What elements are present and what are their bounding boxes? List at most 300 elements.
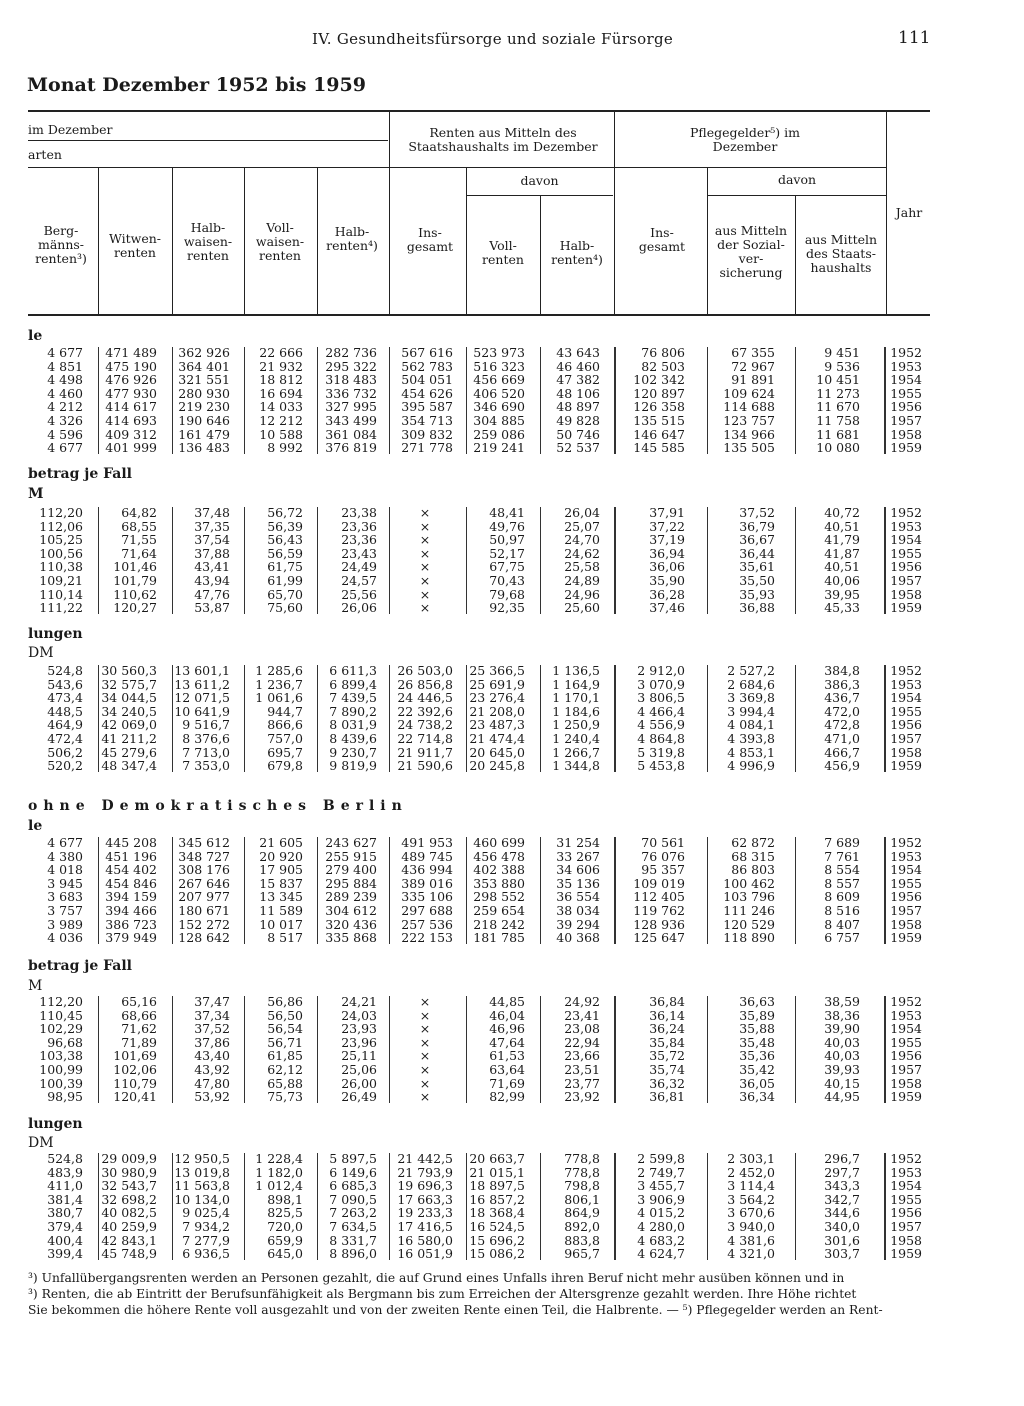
cell-insgesamt-renten: × — [419, 600, 431, 616]
cell-vollrenten: 21 208,0 — [469, 703, 525, 719]
table-row — [0, 836, 1024, 849]
table-row — [0, 601, 1024, 614]
cell-vollwaisenrenten: 16 694 — [259, 385, 303, 401]
cell-pflege-sozialversicherung: 67 355 — [731, 345, 775, 360]
table-row — [0, 1247, 1024, 1260]
cell-witwenrenten: 386 723 — [105, 916, 157, 932]
cell-halbrenten-staat: 39 294 — [556, 916, 600, 932]
cell-bergmannsrenten: 506,2 — [47, 744, 83, 760]
cell-pflege-staatshaushalt: 11 670 — [816, 399, 860, 415]
cell-halbwaisenrenten: 219 230 — [178, 399, 230, 415]
cell-halbrenten: 23,36 — [341, 518, 377, 534]
cell-jahr: 1955 — [890, 1191, 922, 1207]
cell-pflege-staatshaushalt: 466,7 — [824, 744, 860, 760]
table-row — [0, 691, 1024, 704]
cell-witwenrenten: 101,69 — [113, 1048, 157, 1064]
page-number: 111 — [898, 28, 931, 48]
table-row — [0, 1022, 1024, 1035]
cell-pflege-staatshaushalt: 40,03 — [824, 1048, 860, 1064]
cell-vollrenten: 71,69 — [489, 1075, 525, 1091]
cell-vollrenten: 23 487,3 — [469, 717, 525, 733]
cell-bergmannsrenten: 100,99 — [39, 1062, 83, 1077]
cell-vollrenten: 23 276,4 — [469, 690, 525, 706]
cell-jahr: 1959 — [890, 758, 922, 774]
cell-witwenrenten: 120,41 — [113, 1089, 157, 1105]
cell-witwenrenten: 394 466 — [105, 903, 157, 918]
hdr-vrule — [466, 168, 467, 314]
cell-insgesamt-pflege: 4 015,2 — [637, 1205, 685, 1221]
cell-pflege-staatshaushalt: 40,06 — [824, 573, 860, 588]
cell-halbrenten: 8 896,0 — [329, 1246, 377, 1262]
cell-halbrenten: 243 627 — [325, 835, 377, 850]
cell-insgesamt-renten: 24 446,5 — [397, 690, 453, 706]
cell-jahr: 1954 — [890, 1178, 922, 1194]
cell-vollrenten: 15 696,2 — [469, 1232, 525, 1248]
cell-insgesamt-renten: × — [419, 1089, 431, 1105]
cell-jahr: 1958 — [890, 1232, 922, 1248]
cell-halbrenten-staat: 47 382 — [556, 372, 600, 388]
cell-vollwaisenrenten: 17 905 — [259, 862, 303, 878]
cell-halbrenten: 376 819 — [325, 440, 377, 456]
cell-insgesamt-renten: 309 832 — [401, 426, 453, 442]
cell-vollrenten: 304 885 — [473, 413, 525, 428]
cell-witwenrenten: 34 044,5 — [101, 690, 157, 706]
cell-insgesamt-renten: 271 778 — [401, 440, 453, 456]
cell-jahr: 1959 — [890, 1246, 922, 1262]
cell-witwenrenten: 471 489 — [105, 345, 157, 360]
cell-pflege-staatshaushalt: 6 757 — [824, 930, 860, 946]
cell-halbrenten-staat: 798,8 — [564, 1178, 600, 1194]
cell-halbwaisenrenten: 6 936,5 — [182, 1246, 230, 1262]
cell-pflege-staatshaushalt: 38,59 — [824, 994, 860, 1009]
cell-pflege-sozialversicherung: 4 853,1 — [727, 744, 775, 760]
cell-halbwaisenrenten: 13 601,1 — [174, 663, 230, 678]
table-row — [0, 373, 1024, 386]
cell-halbwaisenrenten: 47,76 — [194, 586, 230, 602]
cell-jahr: 1952 — [890, 345, 922, 360]
cell-insgesamt-renten: 504 051 — [401, 372, 453, 388]
cell-halbrenten-staat: 25,07 — [564, 518, 600, 534]
cell-insgesamt-renten: 335 106 — [401, 889, 453, 905]
cell-halbrenten: 343 499 — [325, 413, 377, 428]
hdr-vrule — [795, 195, 796, 314]
cell-pflege-staatshaushalt: 38,36 — [824, 1007, 860, 1023]
cell-jahr: 1954 — [890, 1021, 922, 1037]
cell-halbrenten-staat: 23,77 — [564, 1075, 600, 1091]
cell-halbrenten: 24,49 — [341, 559, 377, 575]
table-row — [0, 1152, 1024, 1165]
cell-insgesamt-renten: 257 536 — [401, 916, 453, 932]
cell-halbrenten-staat: 23,41 — [564, 1007, 600, 1023]
cell-pflege-sozialversicherung: 114 688 — [723, 399, 775, 415]
cell-halbrenten-staat: 1 344,8 — [552, 758, 600, 774]
cell-insgesamt-pflege: 125 647 — [633, 930, 685, 946]
cell-vollwaisenrenten: 75,73 — [267, 1089, 303, 1105]
cell-bergmannsrenten: 112,20 — [39, 994, 83, 1009]
cell-halbrenten-staat: 52 537 — [556, 440, 600, 456]
cell-halbrenten: 6 685,3 — [329, 1178, 377, 1194]
cell-pflege-sozialversicherung: 134 966 — [723, 426, 775, 442]
cell-jahr: 1955 — [890, 703, 922, 719]
cell-halbrenten: 23,38 — [341, 505, 377, 520]
cell-pflege-sozialversicherung: 4 393,8 — [727, 731, 775, 746]
cell-vollwaisenrenten: 1 285,6 — [255, 663, 303, 678]
cell-witwenrenten: 30 980,9 — [101, 1164, 157, 1180]
cell-vollrenten: 16 857,2 — [469, 1191, 525, 1207]
cell-vollrenten: 49,76 — [489, 518, 525, 534]
cell-vollrenten: 406 520 — [473, 385, 525, 401]
cell-pflege-staatshaushalt: 472,8 — [824, 717, 860, 733]
cell-insgesamt-pflege: 120 897 — [633, 385, 685, 401]
cell-insgesamt-pflege: 4 556,9 — [637, 717, 685, 733]
cell-pflege-sozialversicherung: 103 796 — [723, 889, 775, 905]
cell-pflege-sozialversicherung: 3 940,0 — [727, 1219, 775, 1234]
cell-insgesamt-pflege: 3 806,5 — [637, 690, 685, 706]
cell-vollwaisenrenten: 10 017 — [259, 916, 303, 932]
table-row — [0, 387, 1024, 400]
cell-witwenrenten: 40 259,9 — [101, 1219, 157, 1234]
cell-insgesamt-pflege: 112 405 — [633, 889, 685, 905]
cell-halbrenten: 335 868 — [325, 930, 377, 946]
cell-halbrenten-staat: 24,62 — [564, 545, 600, 561]
cell-vollrenten: 82,99 — [489, 1089, 525, 1105]
cell-pflege-staatshaushalt: 8 407 — [824, 916, 860, 932]
cell-vollwaisenrenten: 21 605 — [259, 835, 303, 850]
table-row — [0, 506, 1024, 519]
hdr-vrule — [389, 112, 390, 314]
cell-halbwaisenrenten: 280 930 — [178, 385, 230, 401]
cell-insgesamt-pflege: 36,94 — [649, 545, 685, 561]
cell-halbrenten: 25,06 — [341, 1062, 377, 1077]
cell-halbrenten: 318 483 — [325, 372, 377, 388]
cell-pflege-staatshaushalt: 456,9 — [824, 758, 860, 774]
cell-witwenrenten: 379 949 — [105, 930, 157, 946]
cell-vollrenten: 21 015,1 — [469, 1164, 525, 1180]
cell-halbrenten-staat: 864,9 — [564, 1205, 600, 1221]
cell-halbrenten: 7 090,5 — [329, 1191, 377, 1207]
cell-jahr: 1953 — [890, 1007, 922, 1023]
cell-vollrenten: 79,68 — [489, 586, 525, 602]
cell-pflege-staatshaushalt: 11 758 — [816, 413, 860, 428]
cell-pflege-sozialversicherung: 3 114,4 — [727, 1178, 775, 1194]
cell-bergmannsrenten: 4 677 — [47, 440, 83, 456]
cell-bergmannsrenten: 472,4 — [47, 731, 83, 746]
cell-vollrenten: 25 366,5 — [469, 663, 525, 678]
cell-jahr: 1958 — [890, 426, 922, 442]
cell-insgesamt-renten: 454 626 — [401, 385, 453, 401]
cell-vollrenten: 21 474,4 — [469, 731, 525, 746]
cell-jahr: 1957 — [890, 413, 922, 428]
table-row — [0, 904, 1024, 917]
cell-jahr: 1953 — [890, 676, 922, 692]
cell-witwenrenten: 454 846 — [105, 875, 157, 891]
cell-insgesamt-renten: 22 392,6 — [397, 703, 453, 719]
cell-jahr: 1959 — [890, 1089, 922, 1105]
cell-halbwaisenrenten: 9 516,7 — [182, 717, 230, 733]
cell-halbrenten-staat: 1 240,4 — [552, 731, 600, 746]
table-row — [0, 918, 1024, 931]
cell-witwenrenten: 110,79 — [113, 1075, 157, 1091]
cell-bergmannsrenten: 4 677 — [47, 345, 83, 360]
cell-pflege-staatshaushalt: 303,7 — [824, 1246, 860, 1262]
cell-bergmannsrenten: 109,21 — [39, 573, 83, 588]
cell-pflege-sozialversicherung: 36,05 — [739, 1075, 775, 1091]
cell-insgesamt-pflege: 2 912,0 — [637, 663, 685, 678]
cell-vollrenten: 61,53 — [489, 1048, 525, 1064]
cell-pflege-sozialversicherung: 3 564,2 — [727, 1191, 775, 1207]
cell-witwenrenten: 34 240,5 — [101, 703, 157, 719]
table-row — [0, 346, 1024, 359]
cell-vollwaisenrenten: 56,54 — [267, 1021, 303, 1037]
cell-vollwaisenrenten: 75,60 — [267, 600, 303, 616]
cell-insgesamt-pflege: 35,74 — [649, 1062, 685, 1077]
cell-insgesamt-pflege: 76 806 — [641, 345, 685, 360]
cell-vollrenten: 346 690 — [473, 399, 525, 415]
cell-bergmannsrenten: 473,4 — [47, 690, 83, 706]
cell-insgesamt-renten: 354 713 — [401, 413, 453, 428]
cell-insgesamt-pflege: 126 358 — [633, 399, 685, 415]
cell-insgesamt-renten: 16 580,0 — [397, 1232, 453, 1248]
cell-pflege-staatshaushalt: 297,7 — [824, 1164, 860, 1180]
cell-halbwaisenrenten: 136 483 — [178, 440, 230, 456]
cell-halbrenten-staat: 23,51 — [564, 1062, 600, 1077]
cell-jahr: 1953 — [890, 848, 922, 864]
cell-jahr: 1952 — [890, 994, 922, 1009]
cell-halbrenten-staat: 38 034 — [556, 903, 600, 918]
cell-witwenrenten: 71,64 — [121, 545, 157, 561]
cell-halbwaisenrenten: 321 551 — [178, 372, 230, 388]
hdr-vrule — [707, 168, 708, 314]
cell-vollrenten: 20 245,8 — [469, 758, 525, 774]
cell-vollwaisenrenten: 944,7 — [267, 703, 303, 719]
cell-witwenrenten: 32 575,7 — [101, 676, 157, 692]
cell-pflege-sozialversicherung: 2 684,6 — [727, 676, 775, 692]
cell-insgesamt-pflege: 5 453,8 — [637, 758, 685, 774]
cell-witwenrenten: 120,27 — [113, 600, 157, 616]
cell-halbwaisenrenten: 37,86 — [194, 1034, 230, 1050]
cell-witwenrenten: 414 617 — [105, 399, 157, 415]
table-row — [0, 759, 1024, 772]
section-unit-dm: DM — [28, 645, 54, 661]
cell-pflege-staatshaushalt: 301,6 — [824, 1232, 860, 1248]
cell-insgesamt-renten: × — [419, 1034, 431, 1050]
cell-jahr: 1959 — [890, 600, 922, 616]
table-row — [0, 1009, 1024, 1022]
cell-halbrenten-staat: 22,94 — [564, 1034, 600, 1050]
col-header-witwenrenten: Witwen-renten — [108, 231, 162, 260]
cell-jahr: 1957 — [890, 1219, 922, 1234]
table-row — [0, 705, 1024, 718]
cell-pflege-staatshaushalt: 8 516 — [824, 903, 860, 918]
cell-witwenrenten: 68,55 — [121, 518, 157, 534]
cell-witwenrenten: 394 159 — [105, 889, 157, 905]
cell-insgesamt-pflege: 35,90 — [649, 573, 685, 588]
cell-jahr: 1958 — [890, 1075, 922, 1091]
cell-witwenrenten: 48 347,4 — [101, 758, 157, 774]
cell-witwenrenten: 102,06 — [113, 1062, 157, 1077]
cell-halbwaisenrenten: 13 611,2 — [174, 676, 230, 692]
cell-vollrenten: 516 323 — [473, 358, 525, 374]
cell-pflege-sozialversicherung: 36,34 — [739, 1089, 775, 1105]
table-row — [0, 1220, 1024, 1233]
cell-pflege-sozialversicherung: 35,42 — [739, 1062, 775, 1077]
cell-vollwaisenrenten: 13 345 — [259, 889, 303, 905]
cell-halbwaisenrenten: 267 646 — [178, 875, 230, 891]
cell-vollwaisenrenten: 56,72 — [267, 505, 303, 520]
table-row — [0, 664, 1024, 677]
cell-pflege-sozialversicherung: 91 891 — [731, 372, 775, 388]
cell-halbrenten-staat: 23,08 — [564, 1021, 600, 1037]
table-row — [0, 1206, 1024, 1219]
cell-vollwaisenrenten: 757,0 — [267, 731, 303, 746]
cell-jahr: 1955 — [890, 545, 922, 561]
col-header-aus-mitteln-staatshaushalt: aus Mitteln des Staats-haushalts — [804, 232, 878, 275]
cell-vollwaisenrenten: 56,39 — [267, 518, 303, 534]
cell-witwenrenten: 409 312 — [105, 426, 157, 442]
cell-insgesamt-pflege: 70 561 — [641, 835, 685, 850]
cell-witwenrenten: 64,82 — [121, 505, 157, 520]
cell-bergmannsrenten: 4 036 — [47, 930, 83, 946]
cell-pflege-sozialversicherung: 68 315 — [731, 848, 775, 864]
cell-halbwaisenrenten: 53,87 — [194, 600, 230, 616]
cell-insgesamt-pflege: 135 515 — [633, 413, 685, 428]
cell-halbwaisenrenten: 345 612 — [178, 835, 230, 850]
cell-jahr: 1954 — [890, 532, 922, 548]
section-label-zahlungen: lungen — [28, 626, 83, 642]
cell-bergmannsrenten: 3 683 — [47, 889, 83, 905]
table-row — [0, 588, 1024, 601]
cell-insgesamt-renten: 21 590,6 — [397, 758, 453, 774]
cell-bergmannsrenten: 112,20 — [39, 505, 83, 520]
cell-insgesamt-renten: × — [419, 559, 431, 575]
cell-vollrenten: 46,96 — [489, 1021, 525, 1037]
cell-jahr: 1952 — [890, 835, 922, 850]
cell-jahr: 1957 — [890, 903, 922, 918]
cell-halbrenten: 289 239 — [325, 889, 377, 905]
cell-insgesamt-renten: 21 911,7 — [397, 744, 453, 760]
cell-halbrenten-staat: 24,89 — [564, 573, 600, 588]
cell-halbwaisenrenten: 9 025,4 — [182, 1205, 230, 1221]
cell-insgesamt-renten: × — [419, 586, 431, 602]
cell-vollwaisenrenten: 62,12 — [267, 1062, 303, 1077]
cell-pflege-staatshaushalt: 11 273 — [816, 385, 860, 401]
cell-insgesamt-pflege: 3 070,9 — [637, 676, 685, 692]
cell-pflege-staatshaushalt: 296,7 — [824, 1151, 860, 1166]
cell-halbwaisenrenten: 43,92 — [194, 1062, 230, 1077]
cell-halbrenten-staat: 1 184,6 — [552, 703, 600, 719]
cell-halbrenten-staat: 26,04 — [564, 505, 600, 520]
table-row — [0, 1166, 1024, 1179]
cell-vollwaisenrenten: 65,88 — [267, 1075, 303, 1091]
cell-vollwaisenrenten: 825,5 — [267, 1205, 303, 1221]
cell-halbwaisenrenten: 7 934,2 — [182, 1219, 230, 1234]
cell-halbrenten: 8 031,9 — [329, 717, 377, 733]
cell-bergmannsrenten: 4 498 — [47, 372, 83, 388]
cell-insgesamt-pflege: 36,32 — [649, 1075, 685, 1091]
cell-pflege-sozialversicherung: 86 803 — [731, 862, 775, 878]
cell-halbrenten: 26,06 — [341, 600, 377, 616]
cell-jahr: 1959 — [890, 930, 922, 946]
cell-vollwaisenrenten: 20 920 — [259, 848, 303, 864]
table-row — [0, 1077, 1024, 1090]
cell-insgesamt-renten: × — [419, 518, 431, 534]
cell-halbwaisenrenten: 13 019,8 — [174, 1164, 230, 1180]
cell-halbwaisenrenten: 43,94 — [194, 573, 230, 588]
cell-halbrenten-staat: 35 136 — [556, 875, 600, 891]
cell-insgesamt-pflege: 35,84 — [649, 1034, 685, 1050]
table-row — [0, 547, 1024, 560]
cell-halbrenten-staat: 23,92 — [564, 1089, 600, 1105]
cell-pflege-staatshaushalt: 41,79 — [824, 532, 860, 548]
cell-halbwaisenrenten: 37,48 — [194, 505, 230, 520]
cell-vollwaisenrenten: 10 588 — [259, 426, 303, 442]
cell-vollrenten: 46,04 — [489, 1007, 525, 1023]
cell-jahr: 1957 — [890, 1062, 922, 1077]
cell-pflege-staatshaushalt: 9 536 — [824, 358, 860, 374]
cell-halbrenten-staat: 25,60 — [564, 600, 600, 616]
cell-pflege-sozialversicherung: 35,89 — [739, 1007, 775, 1023]
cell-jahr: 1958 — [890, 916, 922, 932]
cell-bergmannsrenten: 411,0 — [47, 1178, 83, 1194]
cell-witwenrenten: 45 748,9 — [101, 1246, 157, 1262]
cell-halbwaisenrenten: 10 134,0 — [174, 1191, 230, 1207]
cell-vollrenten: 50,97 — [489, 532, 525, 548]
cell-halbrenten: 9 819,9 — [329, 758, 377, 774]
cell-insgesamt-renten: × — [419, 545, 431, 561]
cell-vollwaisenrenten: 61,99 — [267, 573, 303, 588]
cell-halbrenten: 8 439,6 — [329, 731, 377, 746]
cell-witwenrenten: 451 196 — [105, 848, 157, 864]
table-row — [0, 1193, 1024, 1206]
cell-pflege-sozialversicherung: 135 505 — [723, 440, 775, 456]
hdr-vrule — [886, 112, 887, 314]
header-pflege-davon: davon — [777, 172, 817, 187]
cell-vollrenten: 259 654 — [473, 903, 525, 918]
cell-insgesamt-pflege: 128 936 — [633, 916, 685, 932]
cell-vollwaisenrenten: 56,86 — [267, 994, 303, 1009]
cell-halbrenten-staat: 50 746 — [556, 426, 600, 442]
cell-insgesamt-pflege: 2 599,8 — [637, 1151, 685, 1166]
cell-jahr: 1959 — [890, 440, 922, 456]
cell-pflege-sozialversicherung: 36,63 — [739, 994, 775, 1009]
cell-vollwaisenrenten: 659,9 — [267, 1232, 303, 1248]
section-label-faelle-2: le — [28, 818, 43, 834]
cell-bergmannsrenten: 100,39 — [39, 1075, 83, 1091]
cell-insgesamt-pflege: 4 864,8 — [637, 731, 685, 746]
cell-pflege-sozialversicherung: 4 381,6 — [727, 1232, 775, 1248]
header-arten: arten — [28, 147, 62, 162]
cell-insgesamt-renten: × — [419, 1062, 431, 1077]
cell-vollrenten: 48,41 — [489, 505, 525, 520]
cell-jahr: 1955 — [890, 1034, 922, 1050]
cell-vollrenten: 70,43 — [489, 573, 525, 588]
cell-bergmannsrenten: 524,8 — [47, 663, 83, 678]
table-row — [0, 890, 1024, 903]
cell-insgesamt-pflege: 95 357 — [641, 862, 685, 878]
cell-insgesamt-pflege: 119 762 — [633, 903, 685, 918]
cell-bergmannsrenten: 98,95 — [47, 1089, 83, 1105]
cell-pflege-sozialversicherung: 35,36 — [739, 1048, 775, 1064]
cell-insgesamt-renten: 19 696,3 — [397, 1178, 453, 1194]
cell-witwenrenten: 42 069,0 — [101, 717, 157, 733]
cell-vollrenten: 259 086 — [473, 426, 525, 442]
cell-vollwaisenrenten: 1 012,4 — [255, 1178, 303, 1194]
cell-bergmannsrenten: 102,29 — [39, 1021, 83, 1037]
cell-halbwaisenrenten: 128 642 — [178, 930, 230, 946]
cell-pflege-sozialversicherung: 36,67 — [739, 532, 775, 548]
cell-jahr: 1956 — [890, 889, 922, 905]
cell-pflege-sozialversicherung: 37,52 — [739, 505, 775, 520]
